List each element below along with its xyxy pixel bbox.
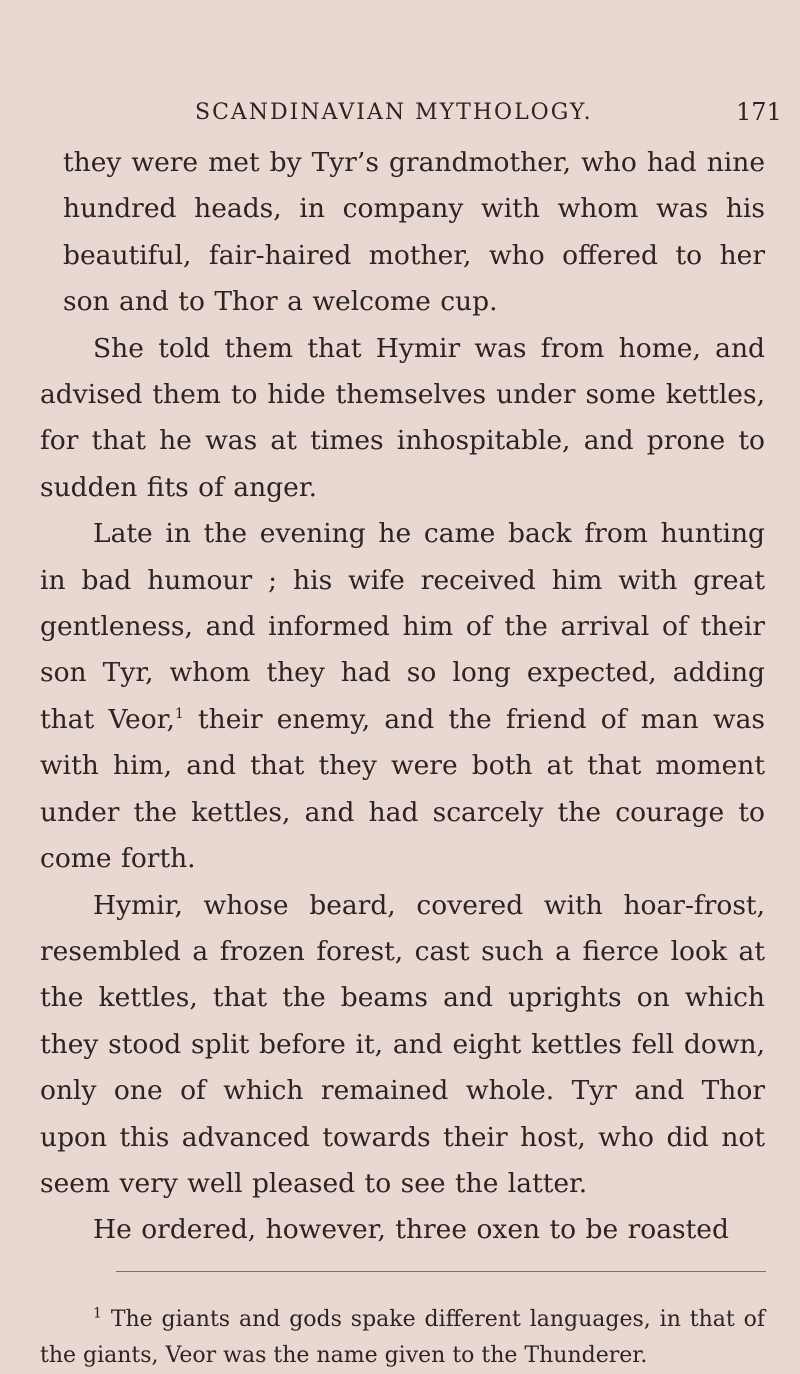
page-number: 171 [736,98,782,126]
paragraph-5: He ordered, however, three oxen to be roasted [93,1214,729,1246]
running-head: SCANDINAVIAN MYTHOLOGY. [195,100,593,125]
paragraph-2: She told them that Hymir was from home, and advised them to hide themselves under some kettles, for that he was at times inhospitable, and prone to sudden fits of anger. [40,332,765,503]
footnote-divider [116,1271,766,1272]
body-text [40,140,765,1254]
paragraph-3-continuation: their enemy, and the friend of man was with him, and that they were both at that moment under the kettles, and had scarcely the courage to come forth. [40,703,765,875]
paragraph-3-text: Late in the evening he came back from hunting in bad humour ; his wife received him with great gentleness, and informed him of the arrival of their son Tyr, whom they had so long expected, adding that Veor, [40,518,765,735]
paragraph-1: they were met by Tyr’s grandmother, who had nine hundred heads, in company with whom was his beautiful, fair-haired mother, who offered to her son and to Thor a welcome cup. [63,147,765,318]
paragraph-3 [40,511,765,882]
footnote-marker: 1 [93,1305,102,1322]
footnote-text: The giants and gods spake different languages, in that of the giants, Veor was the name given to the Thunderer. [40,1307,765,1368]
footnote [40,1302,765,1374]
paragraph-4: Hymir, whose beard, covered with hoar-frost, resembled a frozen forest, cast such a fierce look at the kettles, that the beams and uprights on which they stood split before it, and eight kettles fell down, only one of which remained whole. Tyr and Thor upon this advanced towards their host, who did not seem very well pleased to see the latter. [40,889,765,1199]
footnote-reference: 1 [174,706,184,723]
